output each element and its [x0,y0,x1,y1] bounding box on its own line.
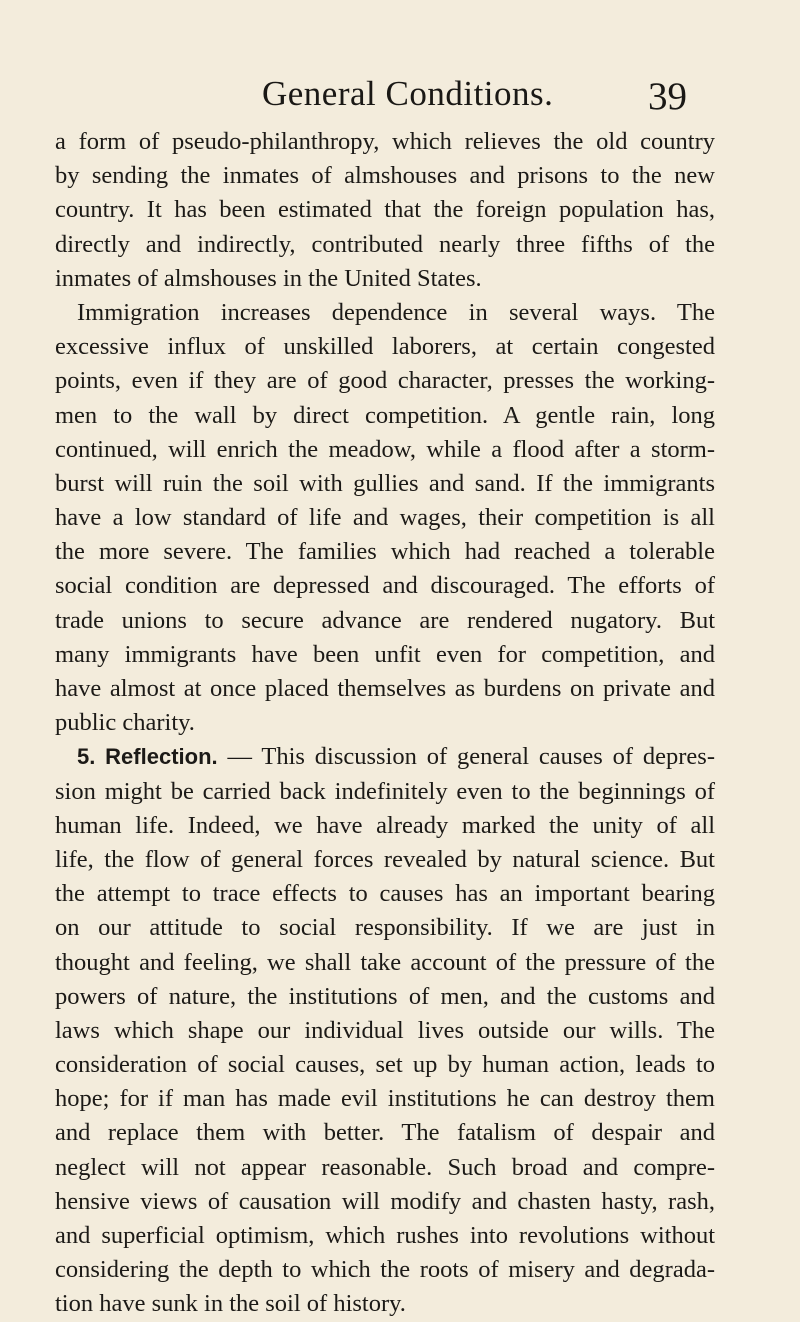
text-line: a form of pseudo-philanthropy, which relieves the old country [55,128,715,155]
section-heading: 5. Reflection. [77,744,218,770]
text-line: hensive views of causation will modify and chasten hasty, rash, [55,1187,715,1215]
text-line: the attempt to trace effects to causes has an important bearing [55,880,715,908]
text-line: tion have sunk in the soil of history. [55,1290,406,1318]
text-line: burst will ruin the soil with gullies and sand. If the immigrants [55,469,715,497]
text-line: directly and indirectly, contributed nearly three fifths of the [55,230,715,258]
text-line: and replace them with better. The fatalism of despair and [55,1119,715,1147]
page-number: 39 [648,75,687,118]
text-line: social condition are depressed and discouraged. The efforts of [55,572,715,600]
body-text [55,125,715,1322]
text-line: Immigration increases dependence in several ways. The [77,298,715,326]
text-line: have a low standard of life and wages, their competition is all [55,504,715,532]
text-line: hope; for if man has made evil institutions he can destroy them [55,1085,715,1113]
text-line: country. It has been estimated that the foreign population has, [55,196,715,224]
text-line: trade unions to secure advance are rendered nugatory. But [55,606,715,634]
section-heading-line [55,740,715,774]
text-line: thought and feeling, we shall take account of the pressure of the [55,948,715,976]
text-line: life, the flow of general forces revealed by natural science. But [55,845,715,873]
running-title: General Conditions. [262,74,554,113]
text-line: powers of nature, the institutions of men, and the customs and [55,982,715,1010]
text-line: many immigrants have been unfit even for competition, and [55,640,715,668]
text-line: the more severe. The families which had reached a tolerable [55,538,715,566]
text-line: inmates of almshouses in the United States. [55,264,482,292]
text-line: on our attitude to social responsibility. If we are just in [55,914,715,942]
section-lead-text: This discussion of general causes of depres- [261,743,715,771]
text-line: neglect will not appear reasonable. Such broad and compre- [55,1153,715,1181]
em-dash: — [217,743,262,771]
text-line: points, even if they are of good character, presses the working- [55,367,715,395]
text-line: laws which shape our individual lives outside our wills. The [55,1016,715,1044]
text-line: have almost at once placed themselves as burdens on private and [55,675,715,702]
text-line: considering the depth to which the roots of misery and degrada- [55,1256,715,1284]
text-line: excessive influx of unskilled laborers, at certain congested [55,333,715,361]
text-line: by sending the inmates of almshouses and prisons to the new [55,162,715,190]
text-line: men to the wall by direct competition. A gentle rain, long [55,401,715,429]
text-line: and superficial optimism, which rushes into revolutions without [55,1222,715,1249]
text-line: continued, will enrich the meadow, while a flood after a storm- [55,435,715,463]
text-line: public charity. [55,709,195,737]
text-line: human life. Indeed, we have already marked the unity of all [55,811,715,839]
text-line: sion might be carried back indefinitely even to the beginnings of [55,777,715,805]
text-line: consideration of social causes, set up by human action, leads to [55,1051,715,1079]
